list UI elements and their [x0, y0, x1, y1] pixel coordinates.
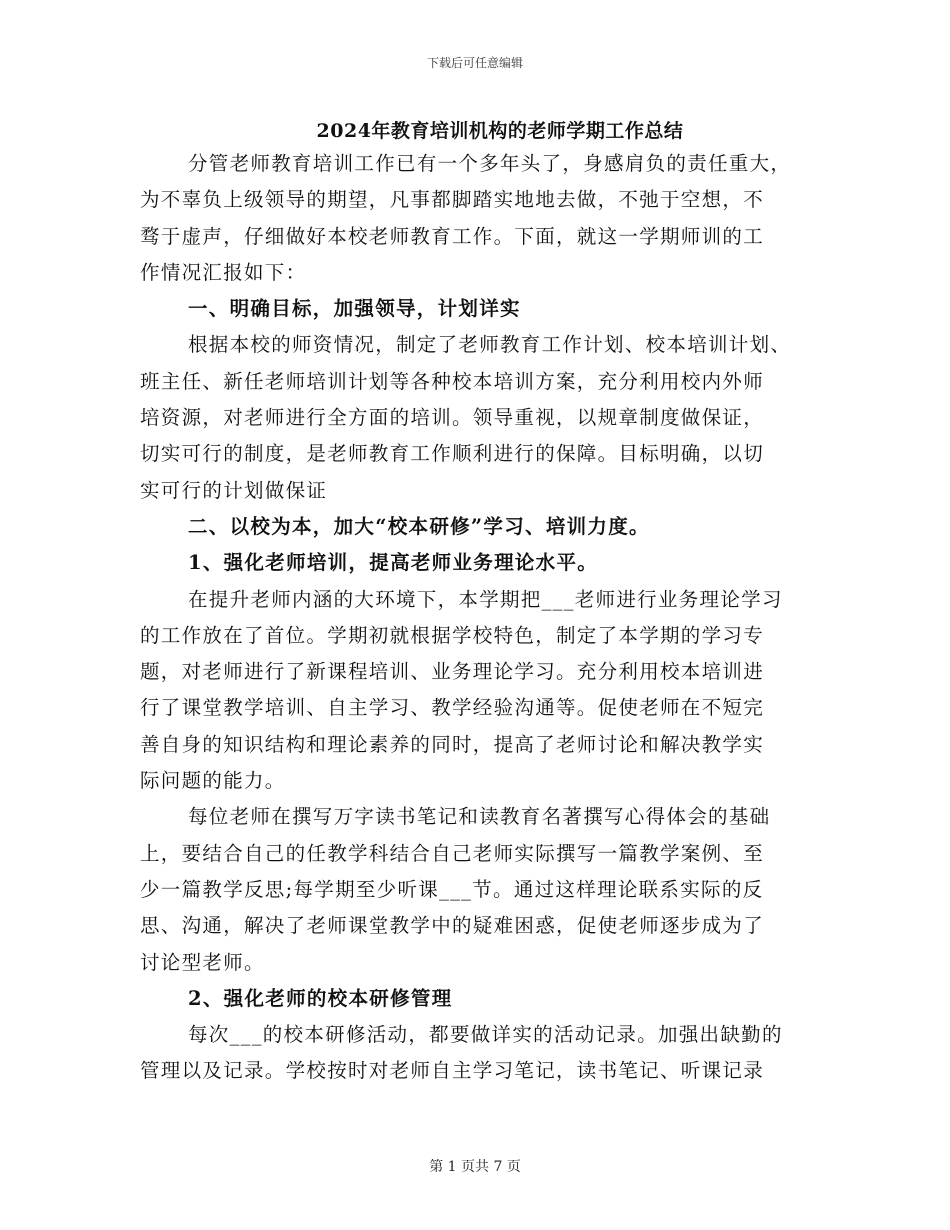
paragraph-line: 根据本校的师资情况，制定了老师教育工作计划、校本培训计划、 [188, 333, 792, 357]
section-heading: 二、以校为本，加大“校本研修”学习、培训力度。 [188, 514, 650, 538]
paragraph-line: 骛于虚声，仔细做好本校老师教育工作。下面，就这一学期师训的工 [140, 224, 765, 248]
paragraph-line: 作情况汇报如下： [140, 260, 307, 284]
paragraph-line: 善自身的知识结构和理论素养的同时，提高了老师讨论和解决教学实 [140, 732, 765, 756]
document-title: 2024年教育培训机构的老师学期工作总结 [316, 120, 684, 142]
paragraph-line: 培资源，对老师进行全方面的培训。领导重视，以规章制度做保证， [140, 406, 765, 430]
paragraph-line: 实可行的计划做保证 [140, 478, 328, 502]
paragraph-line: 思、沟通，解决了老师课堂教学中的疑难困惑，促使老师逐步成为了 [140, 914, 765, 938]
paragraph-line: 每位老师在撰写万字读书笔记和读教育名著撰写心得体会的基础 [188, 805, 771, 829]
paragraph-line: 际问题的能力。 [140, 769, 286, 793]
section-heading: 一、明确目标，加强领导，计划详实 [188, 297, 521, 321]
paragraph-line: 管理以及记录。学校按时对老师自主学习笔记，读书笔记、听课记录 [140, 1059, 765, 1083]
header-note: 下载后可任意编辑 [426, 56, 523, 70]
paragraph-line: 分管老师教育培训工作已有一个多年头了，身感肩负的责任重大， [188, 152, 792, 175]
subsection-heading: 1、强化老师培训，提高老师业务理论水平。 [188, 551, 599, 575]
paragraph-line: 行了课堂教学培训、自主学习、教学经验沟通等。促使老师在不短完 [140, 696, 765, 720]
paragraph-line: 在提升老师内涵的大环境下，本学期把___老师进行业务理论学习 [188, 587, 783, 611]
paragraph-line: 题，对老师进行了新课程培训、业务理论学习。充分利用校本培训进 [140, 660, 765, 684]
paragraph-line: 切实可行的制度，是老师教育工作顺利进行的保障。目标明确，以切 [140, 442, 765, 466]
paragraph-line: 上，要结合自己的任教学科结合自己老师实际撰写一篇教学案例、至 [140, 841, 765, 865]
paragraph-line: 为不辜负上级领导的期望，凡事都脚踏实地地去做，不弛于空想，不 [140, 188, 765, 212]
document-body [140, 146, 805, 1090]
paragraph-line: 班主任、新任老师培训计划等各种校本培训方案，充分利用校内外师 [140, 369, 765, 393]
paragraph-line: 讨论型老师。 [140, 950, 265, 974]
paragraph-line: 的工作放在了首位。学期初就根据学校特色，制定了本学期的学习专 [140, 623, 765, 647]
paragraph-line: 少一篇教学反思;每学期至少听课___节。通过这样理论联系实际的反 [140, 877, 764, 901]
page-footer: 第 1 页共 7 页 [429, 1159, 521, 1175]
subsection-heading: 2、强化老师的校本研修管理 [188, 986, 453, 1010]
paragraph-line: 每次___的校本研修活动，都要做详实的活动记录。加强出缺勤的 [188, 1023, 783, 1047]
